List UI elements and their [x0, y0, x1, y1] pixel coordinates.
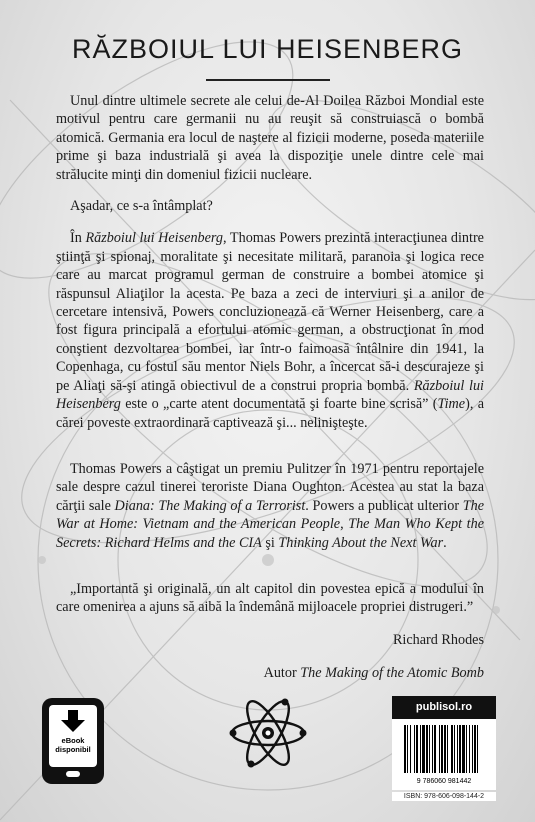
barcode-bar: [416, 725, 418, 773]
attribution-book-title: The Making of the Atomic Bomb: [300, 664, 484, 681]
barcode-bar: [434, 725, 436, 773]
ebook-available-badge: [42, 698, 104, 784]
barcode: [398, 723, 490, 787]
barcode-bar: [462, 725, 465, 773]
italic-title: The Man Who Kept the Secrets: Richard Helms and the CIA: [56, 516, 484, 551]
ebook-home-button: [66, 771, 80, 777]
blurb-paragraph-2: Aşadar, ce s-a întâmplat?: [70, 198, 213, 215]
barcode-bar: [444, 725, 446, 773]
barcode-bar: [439, 725, 440, 773]
blurb-paragraph-3: În Războiul lui Heisenberg, Thomas Powers prezintă interacţiunea dintre ştiinţă şi spionaj, moralitate şi necesitate militară, paranoia şi logica rece care au marcat programul german de construire a bombei atomice şi răspunsul Aliaţilor la acesta. Pe baza a zeci de interviuri şi a anilor de cercetare intensivă, Powers concluzionează că Werner Heisenberg, care a fost figura principală a efortului atomic german, a obstrucţionat în mod conştient dezvoltarea bombei, iar într-o faimoasă întâlnire din 1941, la Copenhaga, cu fostul său mentor Niels Bohr, a încercat să-i descurajeze şi pe Aliaţi să-şi atingă obiectivul de a construi propria bombă. Războiul lui Heisenberg este o „carte atent documentată şi foarte bine scrisă” (Time), a cărei poveste extraordinară captivează şi... nelinişteşte.: [56, 230, 484, 431]
barcode-bar: [469, 725, 470, 773]
publisher-name: publisol.ro: [392, 696, 496, 719]
italic-title: Războiul lui Heisenberg: [85, 230, 224, 247]
italic-title: The War at Home: Vietnam and the American People: [56, 497, 484, 533]
download-icon: [54, 708, 92, 736]
barcode-bar: [477, 725, 478, 773]
barcode-bar: [447, 725, 448, 773]
barcode-bar: [410, 725, 411, 773]
barcode-number: 9 786060 981442: [416, 778, 472, 785]
isbn-text: ISBN: 978-606-098-144-2: [392, 792, 496, 801]
barcode-bar: [459, 725, 461, 773]
italic-title: Diana: The Making of a Terrorist: [114, 497, 306, 514]
atom-icon: [227, 688, 309, 778]
barcode-bar: [404, 725, 406, 773]
quote-attribution-role: [56, 664, 484, 683]
barcode-bar: [429, 725, 430, 773]
italic-title: Time: [437, 396, 466, 413]
barcode-bar: [432, 725, 433, 773]
review-quote: „Importantă şi originală, un alt capitol din povestea epică a modului în care omenirea a ajuns să aibă la îndemână mijloacele propriei distrugeri.”: [56, 580, 484, 616]
blurb-text: [56, 92, 484, 697]
barcode-bar: [451, 725, 453, 773]
barcode-bar: [441, 725, 443, 773]
italic-title: Războiul lui Heisenberg: [56, 377, 484, 413]
ebook-label-line1: eBook: [61, 736, 85, 745]
barcode-bar: [422, 725, 425, 773]
barcode-bar: [407, 725, 408, 773]
barcode-bar: [466, 725, 467, 773]
attribution-role-prefix: Autor: [263, 664, 301, 681]
barcode-bar: [474, 725, 476, 773]
barcode-bar: [454, 725, 455, 773]
blurb-paragraph-1: Unul dintre ultimele secrete ale celui de-Al Doilea Război Mondial este motivul pentru care germanii nu au reuşit să construiască o bombă atomică. Germania era locul de naştere al fizicii moderne, poseda materiile prime şi baza industrială şi avea la dispoziţie unele dintre cele mai strălucite minţi din domeniul fizicii nucleare.: [56, 93, 484, 183]
author-bio-paragraph: Thomas Powers a câştigat un premiu Pulitzer în 1971 pentru reportajele sale despre cazul tinerei teroriste Diana Oughton. Acestea au stat la baza cărţii sale Diana: The Making of a Terrorist. Powers a publicat ulterior The War at Home: Vietnam and the American People, The Man Who Kept the Secrets: Richard Helms and the CIA şi Thinking About the Next War.: [56, 460, 484, 551]
book-title: RĂZBOIUL LUI HEISENBERG: [71, 34, 464, 64]
barcode-bar: [426, 725, 428, 773]
barcode-bar: [414, 725, 415, 773]
title-underline: [206, 79, 330, 81]
quote-attribution-name: Richard Rhodes: [392, 631, 484, 648]
publisher-barcode-block: [392, 696, 496, 800]
barcode-bar: [420, 725, 421, 773]
ebook-label-line2: disponibil: [55, 745, 91, 754]
italic-title: Thinking About the Next War: [278, 534, 444, 551]
barcode-bar: [457, 725, 458, 773]
barcode-bar: [472, 725, 473, 773]
